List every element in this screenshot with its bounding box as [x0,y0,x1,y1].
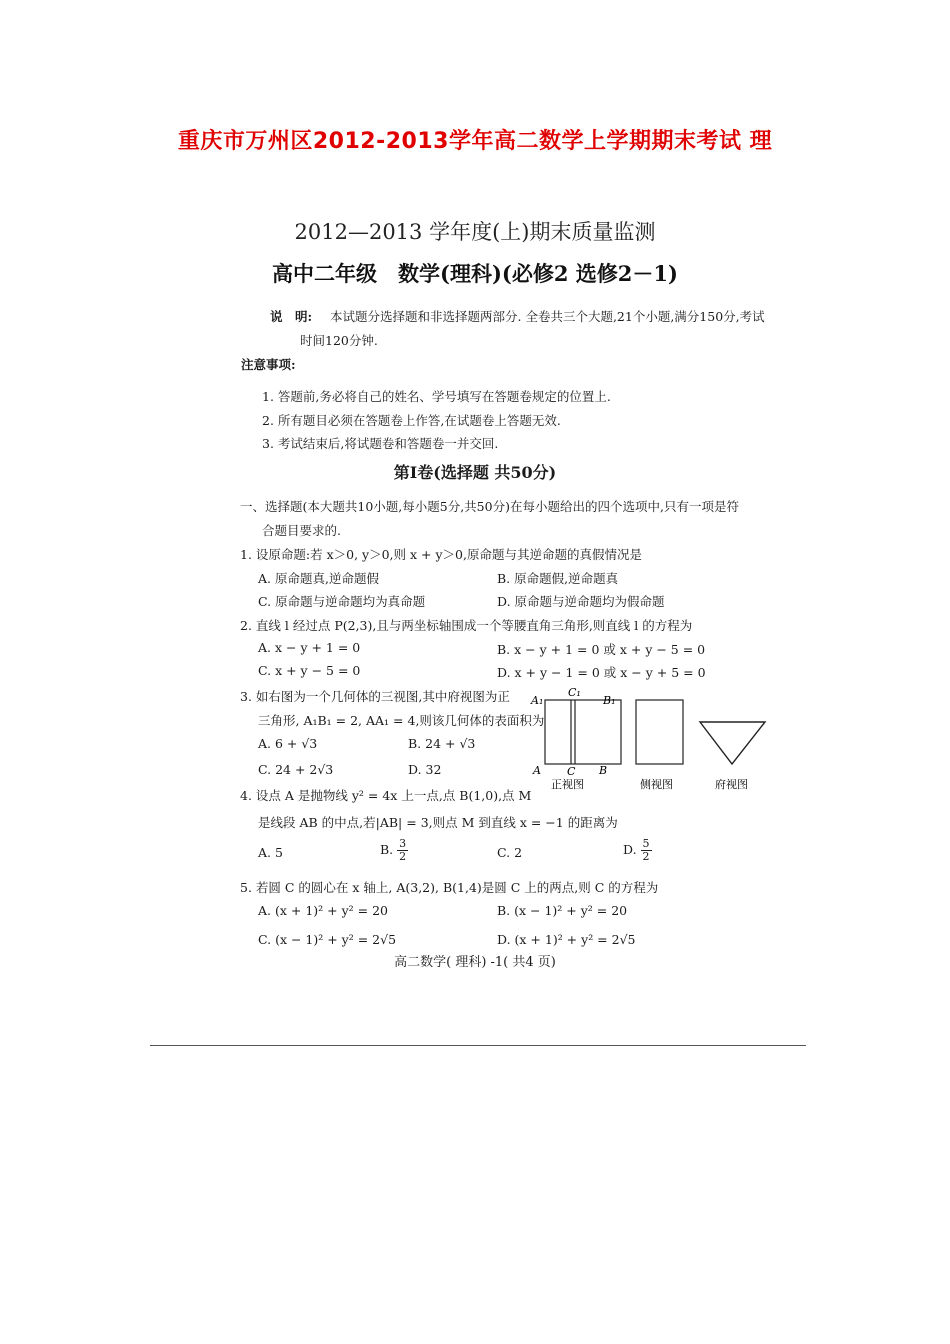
label-side-view: 侧视图 [640,778,673,791]
notice-3: 3. 考试结束后,将试题卷和答题卷一并交回. [262,436,499,451]
q3-option-a: A. 6 + √3 [258,736,318,751]
section-title: 第Ⅰ卷(选择题 共50分) [393,463,557,482]
note-label: 说 明: [270,309,313,324]
q3-stem-line-2: 三角形, A₁B₁ = 2, AA₁ = 4,则该几何体的表面积为 [258,713,545,728]
q4-stem-line-2: 是线段 AB 的中点,若|AB| = 3,则点 M 到直线 x = −1 的距离为 [258,815,618,830]
q4-b-denominator: 2 [399,850,407,863]
q4-option-d [623,838,652,863]
q5-option-a: A. (x + 1)² + y² = 20 [258,903,388,918]
top-view [700,722,765,764]
q4-option-d-prefix: D. [623,842,637,857]
q2-option-c: C. x + y − 5 = 0 [258,663,361,678]
q1-option-a: A. 原命题真,逆命题假 [258,571,379,586]
note-line-1: 本试题分选择题和非选择题两部分. 全卷共三个大题,21个小题,满分150分,考试 [330,309,765,324]
q4-option-b-prefix: B. [380,842,394,857]
label-a1: A₁ [531,694,544,707]
q4-b-numerator: 3 [399,837,407,850]
q4-option-a: A. 5 [258,845,283,860]
front-view [545,700,621,764]
q4-option-b-fraction [397,838,408,863]
q3-option-c: C. 24 + 2√3 [258,762,334,777]
exam-subtitle: 高中二年级 数学(理科)(必修2 选修2－1) [272,261,678,286]
side-view [636,700,683,764]
q3-option-b: B. 24 + √3 [408,736,476,751]
q3-stem-line-1: 3. 如右图为一个几何体的三视图,其中府视图为正 [240,689,510,704]
label-b1: B₁ [603,694,616,707]
q4-option-b [380,838,408,863]
q4-stem-line-1: 4. 设点 A 是抛物线 y² = 4x 上一点,点 B(1,0),点 M [240,788,532,803]
label-c1: C₁ [568,686,581,699]
label-a: A [533,764,541,777]
q3-option-d: D. 32 [408,762,442,777]
notice-label: 注意事项: [241,357,296,372]
q2-option-a: A. x − y + 1 = 0 [258,640,361,655]
scan-bottom-edge [150,1045,806,1046]
label-front-view: 正视图 [551,778,584,791]
label-c: C [567,765,576,778]
q3-three-view-figure [525,684,785,794]
q1-stem: 1. 设原命题:若 x＞0, y＞0,则 x + y＞0,原命题与其逆命题的真假情况是 [240,547,642,562]
notice-2: 2. 所有题目必须在答题卷上作答,在试题卷上答题无效. [262,413,561,428]
q5-option-d: D. (x + 1)² + y² = 2√5 [497,932,636,947]
q2-option-b: B. x − y + 1 = 0 或 x + y − 5 = 0 [497,642,706,657]
label-b: B [599,764,608,777]
part-heading-line-1: 一、选择题(本大题共10小题,每小题5分,共50分)在每小题给出的四个选项中,只有一项是符 [240,499,739,514]
note-line-2: 时间120分钟. [300,333,378,348]
page-title: 重庆市万州区2012-2013学年高二数学上学期期末考试 理 [177,129,773,154]
q2-option-d: D. x + y − 1 = 0 或 x − y + 5 = 0 [497,665,706,680]
q5-option-b: B. (x − 1)² + y² = 20 [497,903,628,918]
page-footer: 高二数学( 理科) -1( 共4 页) [394,955,556,970]
q4-option-d-fraction [641,838,652,863]
q5-stem: 5. 若圆 C 的圆心在 x 轴上, A(3,2), B(1,4)是圆 C 上的两点,则 C 的方程为 [240,880,659,895]
q1-option-b: B. 原命题假,逆命题真 [497,571,619,586]
label-top-view: 府视图 [715,778,748,791]
q4-d-numerator: 5 [642,837,650,850]
q4-d-denominator: 2 [642,850,650,863]
q2-stem: 2. 直线 l 经过点 P(2,3),且与两坐标轴围成一个等腰直角三角形,则直线 l 的方程为 [240,618,693,633]
q4-option-c: C. 2 [497,845,523,860]
part-heading-line-2: 合题目要求的. [262,523,341,538]
q1-option-c: C. 原命题与逆命题均为真命题 [258,594,426,609]
notice-1: 1. 答题前,务必将自己的姓名、学号填写在答题卷规定的位置上. [262,389,611,404]
q5-option-c: C. (x − 1)² + y² = 2√5 [258,932,397,947]
exam-title: 2012—2013 学年度(上)期末质量监测 [294,220,656,244]
q1-option-d: D. 原命题与逆命题均为假命题 [497,594,665,609]
